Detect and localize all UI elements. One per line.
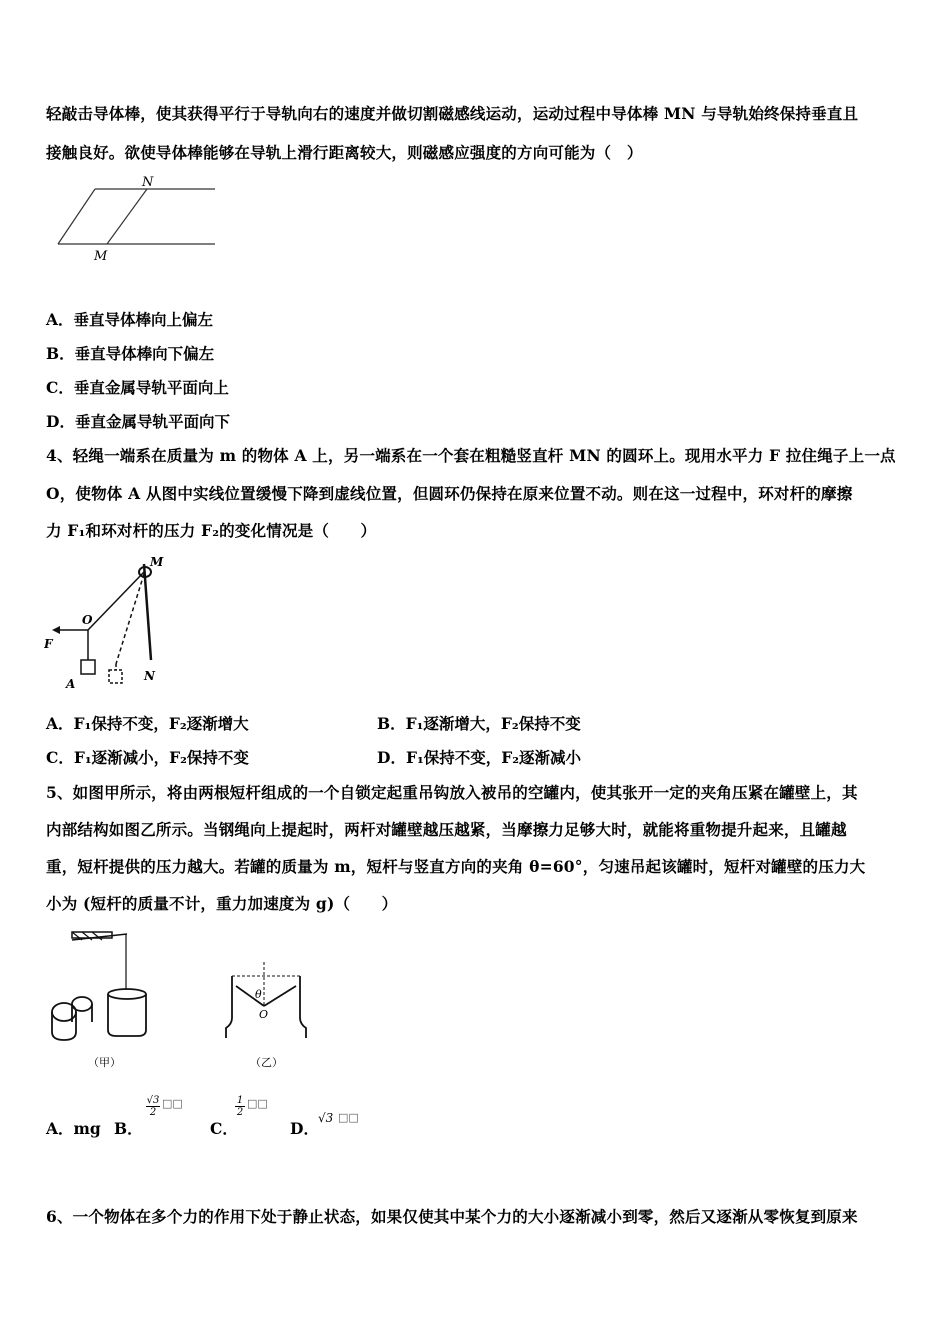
q5-option-d-value: √3 bbox=[318, 1111, 334, 1125]
q5-label-theta: θ bbox=[255, 988, 262, 1001]
q4-option-a: A．F₁保持不变，F₂逐渐增大 bbox=[46, 714, 249, 733]
q5-option-d-missing-glyphs: □□ bbox=[338, 1111, 359, 1124]
q3-label-n: N bbox=[142, 175, 154, 190]
q5-option-b: B． bbox=[114, 1119, 143, 1138]
q4-label-o: O bbox=[82, 613, 93, 627]
q5-option-c-numerator: 1 bbox=[236, 1095, 244, 1106]
q5-text-line-1: 5、如图甲所示，将由两根短杆组成的一个自锁定起重吊钩放入被吊的空罐内，使其张开一定的夹角压紧在罐壁上，其 bbox=[46, 783, 858, 802]
q5-figure-jia bbox=[42, 922, 162, 1050]
q4-label-m: M bbox=[150, 555, 164, 569]
q5-option-c: C． bbox=[210, 1119, 238, 1138]
q5-caption-yi: （乙） bbox=[250, 1056, 283, 1069]
q5-text-line-4: 小为 (短杆的质量不计，重力加速度为 g)（ ） bbox=[46, 894, 398, 913]
q4-label-n: N bbox=[144, 669, 155, 683]
q6-text-line-1: 6、一个物体在多个力的作用下处于静止状态，如果仅使其中某个力的大小逐渐减小到零，然后又逐渐从零恢复到原来 bbox=[46, 1207, 858, 1226]
q5-option-b-denominator: 2 bbox=[149, 1107, 157, 1118]
q4-option-d: D．F₁保持不变，F₂逐渐减小 bbox=[377, 748, 582, 767]
q5-option-a: A．mg bbox=[46, 1119, 101, 1138]
q5-option-c-fraction bbox=[235, 1095, 245, 1118]
q5-option-b-numerator: √3 bbox=[146, 1095, 160, 1106]
q5-text-line-3: 重，短杆提供的压力越大。若罐的质量为 m，短杆与竖直方向的夹角 θ=60°，匀速吊起该罐时，短杆对罐壁的压力大 bbox=[46, 857, 866, 876]
q3-option-b: B．垂直导体棒向下偏左 bbox=[46, 344, 215, 363]
q4-option-b: B．F₁逐渐增大，F₂保持不变 bbox=[377, 714, 581, 733]
q5-text-line-2: 内部结构如图乙所示。当钢绳向上提起时，两杆对罐壁越压越紧，当摩擦力足够大时，就能将重物提升起来，且罐越 bbox=[46, 820, 847, 839]
q5-option-d: D． bbox=[290, 1119, 319, 1138]
q3-rail-figure bbox=[50, 172, 220, 264]
q4-label-f: F bbox=[44, 637, 53, 651]
q3-text-line-1: 轻敲击导体棒，使其获得平行于导轨向右的速度并做切割磁感线运动，运动过程中导体棒 MN 与导轨始终保持垂直且 bbox=[46, 104, 859, 123]
q4-label-a: A bbox=[66, 677, 76, 691]
q5-figure-yi bbox=[222, 958, 312, 1048]
q3-option-d: D．垂直金属导轨平面向下 bbox=[46, 412, 230, 431]
q4-text-line-3: 力 F₁和环对杆的压力 F₂的变化情况是（ ） bbox=[46, 521, 377, 540]
q4-rope-figure bbox=[44, 552, 184, 692]
q4-option-c: C．F₁逐渐减小，F₂保持不变 bbox=[46, 748, 249, 767]
q5-option-c-denominator: 2 bbox=[236, 1107, 244, 1118]
q5-caption-jia: （甲） bbox=[88, 1056, 121, 1069]
q3-text-line-2: 接触良好。欲使导体棒能够在导轨上滑行距离较大，则磁感应强度的方向可能为（ ） bbox=[46, 143, 643, 162]
q4-text-line-1: 4、轻绳一端系在质量为 m 的物体 A 上，另一端系在一个套在粗糙竖直杆 MN 的圆环上。现用水平力 F 拉住绳子上一点 bbox=[46, 446, 896, 465]
q5-label-o: O bbox=[259, 1008, 269, 1021]
q5-option-b-missing-glyphs: □□ bbox=[162, 1097, 183, 1110]
q3-option-c: C．垂直金属导轨平面向上 bbox=[46, 378, 229, 397]
q5-option-b-fraction bbox=[146, 1095, 160, 1118]
q3-label-m: M bbox=[94, 249, 108, 264]
q5-option-c-missing-glyphs: □□ bbox=[247, 1097, 268, 1110]
q3-option-a: A．垂直导体棒向上偏左 bbox=[46, 310, 214, 329]
q4-text-line-2: O，使物体 A 从图中实线位置缓慢下降到虚线位置，但圆环仍保持在原来位置不动。则在这一过程中，环对杆的摩擦 bbox=[46, 484, 853, 503]
